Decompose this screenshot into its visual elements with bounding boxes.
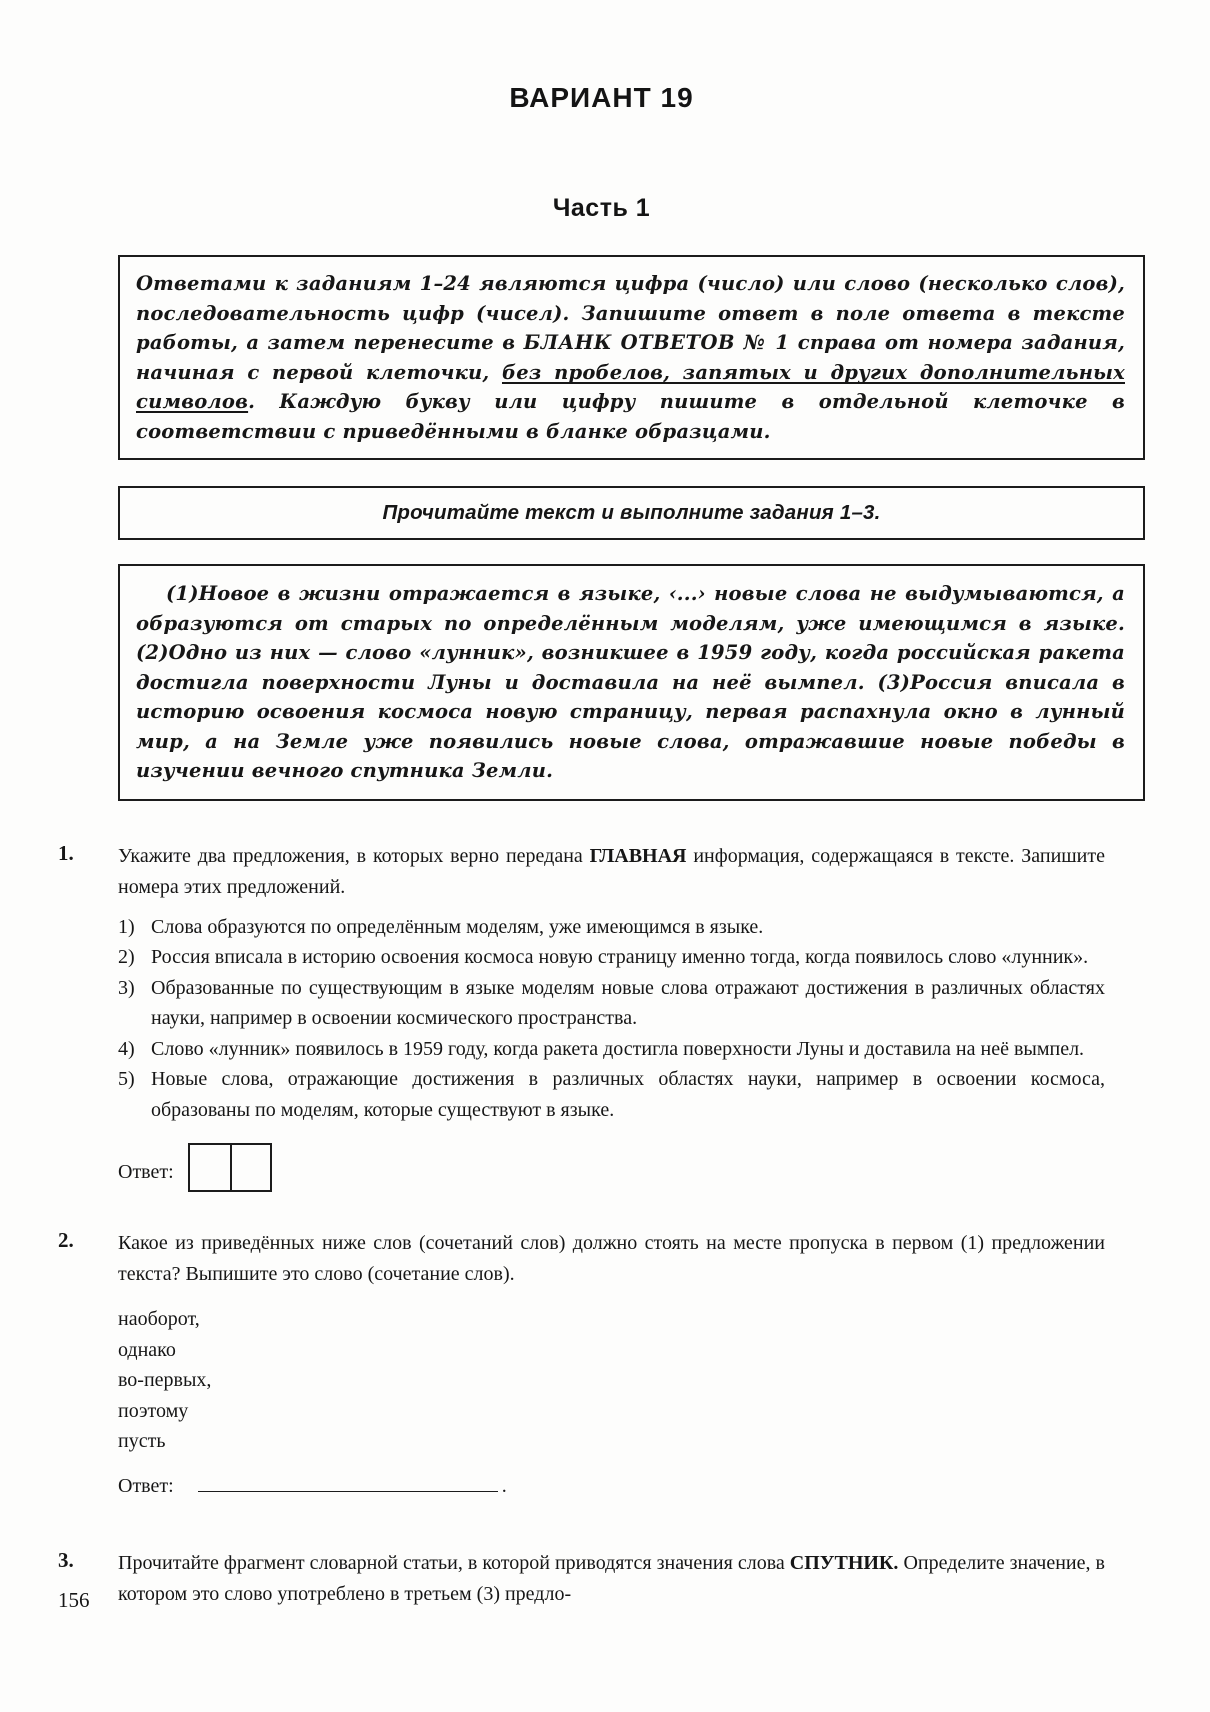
q2-option-5: пусть [118,1430,166,1452]
q2-answer-blank-line [198,1471,498,1492]
q2-answer-label: Ответ: [118,1474,174,1497]
instructions-bold-blank-otvetov: БЛАНК ОТВЕТОВ № 1 [523,331,790,354]
q3-seg1: Прочитайте фрагмент словарной статьи, в которой приводятся значения слова [118,1551,790,1574]
task-banner-box [118,486,1145,540]
q1-option-5-text: Новые слова, отражающие достижения в различных областях науки, например в освоении космоса, образованы по моделям, которые существуют в языке. [151,1068,1105,1121]
question-2 [58,1228,1105,1506]
q1-option-2-marker: 2) [118,946,135,968]
q1-option-1 [118,912,1105,943]
q1-answer-cells [188,1143,272,1192]
q1-option-4 [118,1034,1105,1065]
part-title: Часть 1 [552,194,651,222]
instructions-text [136,269,1125,446]
q3-bold-sputnik: СПУТНИК. [789,1551,899,1574]
instructions-underlined: без пробелов, запятых и других дополнительных символов [136,360,1125,413]
question-2-options [118,1304,1105,1457]
page-number: 156 [58,1588,90,1612]
question-3-text [118,1548,1105,1610]
q1-option-3-text: Образованные по существующим в языке моделям новые слова отражают достижения в различных областях науки, например в освоении космического пространства. [151,976,1105,1029]
q2-answer-period: . [501,1474,507,1497]
question-2-number: 2. [58,1228,74,1252]
instructions-box [118,255,1145,460]
question-1-text [118,841,1105,903]
q1-answer-cell-1 [190,1145,230,1190]
question-2-answer-row [118,1471,1105,1506]
source-text-box [118,564,1145,801]
page-title: ВАРИАНТ 19 [509,82,694,113]
q1-bold-glavnaya: ГЛАВНАЯ [589,844,687,867]
source-text: (1)Новое в жизни отражается в языке, ‹...› новые слова не выдумываются, а образуются от старых по определённым моделям, уже имеющимся в языке. (2)Одно из них — слово «лунник», возникшее в 1959 году, когда российская ракета достигла поверхности Луны и доставила на неё вымпел. (3)Россия вписала в историю освоения космоса новую страницу, первая распахнула окно в лунный мир, а на Земле уже появились новые слова, отражавшие новые победы в изучении вечного спутника Земли. [136,582,1125,782]
q1-answer-cell-2 [230,1145,270,1190]
q1-seg1: Укажите два предложения, в которых верно передана [118,844,590,867]
instructions-seg1: Ответами к заданиям 1–24 являются цифра (число) или слово (несколько слов), последовательность цифр (чисел). Запишите ответ в поле ответа в тексте работы, а затем перенесите в [136,272,1125,354]
task-banner-text: Прочитайте текст и выполните задания 1–3. [382,501,881,524]
q1-option-3-marker: 3) [118,976,135,999]
q1-option-2-text: Россия вписала в историю освоения космоса новую страницу именно тогда, когда появилось слово «лунник». [151,946,1089,968]
q1-option-5-marker: 5) [118,1068,135,1090]
q1-answer-label: Ответ: [118,1161,174,1183]
question-1-options [118,912,1105,1126]
q1-option-1-text: Слова образуются по определённым моделям, уже имеющимся в языке. [151,915,764,938]
q3-seg2: Определите значение, в котором это слово употреблено в третьем (3) предло- [118,1551,1105,1605]
instructions-seg3: . Каждую букву или цифру пишите в отдельной клеточке в соответствии с приведёнными в бланке образцами. [136,390,1125,443]
q2-option-1: наоборот, [118,1308,200,1330]
q2-option-3: во-первых, [118,1369,212,1391]
q2-option-4: поэтому [118,1399,189,1422]
question-2-text: Какое из приведённых ниже слов (сочетаний слов) должно стоять на месте пропуска в первом (1) предложении текста? Выпишите это слово (сочетание слов). [118,1232,1105,1285]
q1-seg2: информация, содержащаяся в тексте. Запишите номера этих предложений. [118,844,1105,898]
question-1-number: 1. [58,840,74,865]
question-3-number: 3. [58,1547,74,1572]
q1-option-2 [118,942,1105,973]
question-1 [58,840,1105,1193]
q1-option-1-marker: 1) [118,915,135,938]
instructions-seg2: справа от номера задания, начиная с первой клеточки, [136,331,1125,384]
q1-option-3 [118,973,1105,1034]
q1-option-5 [118,1064,1105,1125]
q1-option-4-marker: 4) [118,1037,135,1060]
question-1-answer-row [118,1143,1105,1192]
q2-option-2: однако [118,1338,176,1361]
q1-option-4-text: Слово «лунник» появилось в 1959 году, когда ракета достигла поверхности Луны и доставила на неё вымпел. [151,1037,1085,1060]
